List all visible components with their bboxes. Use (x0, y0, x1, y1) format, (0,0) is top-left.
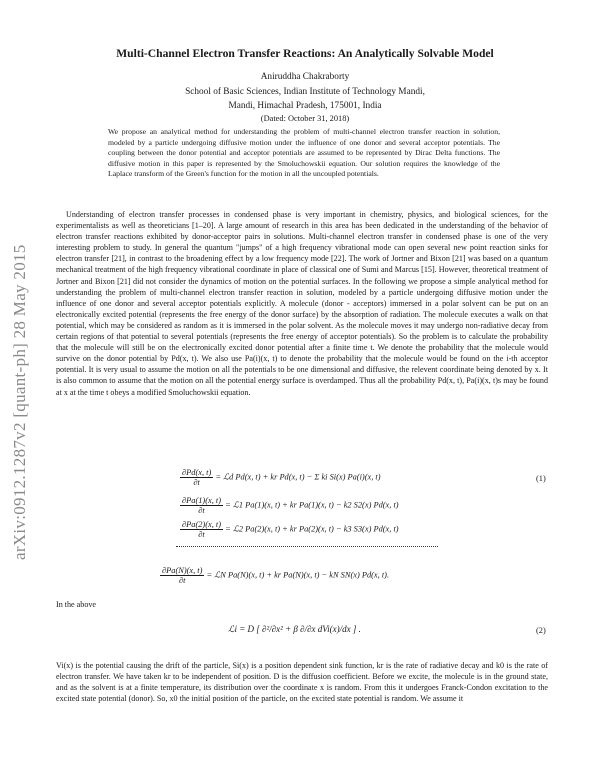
affiliation-line-2: Mandi, Himachal Pradesh, 175001, India (228, 101, 382, 111)
eqN-rhs: = ℒN Pa(N)(x, t) + kr Pa(N)(x, t) − kN SN(x) Pd(x, t). (206, 570, 390, 580)
dated-line: (Dated: October 31, 2018) (260, 114, 350, 123)
equation-1 (180, 468, 381, 487)
eq2-number: (2) (536, 626, 546, 635)
eq3-rhs: = ℒ2 Pa(2)(x, t) + kr Pa(2)(x, t) − k3 S3(x) Pd(x, t) (225, 524, 399, 534)
eqN-denominator: ∂t (178, 576, 186, 585)
eq1-numerator: ∂Pd(x, t) (182, 468, 212, 477)
paper-title: Multi-Channel Electron Transfer Reactions: An Analytically Solvable Model (116, 47, 494, 60)
definitions-text (56, 660, 548, 704)
equation-ellipsis-line (176, 546, 438, 547)
eq3-denominator: ∂t (198, 530, 205, 539)
eq2-denominator: ∂t (198, 506, 205, 515)
arxiv-stamp[interactable]: arXiv:0912.1287v2 [quant-ph] 28 May 2015 (10, 244, 29, 560)
introduction-text (56, 209, 548, 398)
eq2-fraction (180, 496, 223, 515)
definitions-paragraph: Vi(x) is the potential causing the drift of the particle, Si(x) is a position dependent sink function, kr is the rate of radiative decay and k0 is the rate of electron transfer. We have taken kr to be independent of position. D is the diffusion coefficient. Before we excite, the molecule is in the ground state, and as the solvent is at a finite temperature, its distribution over the coordinate x is random. From this it undergoes Franck-Condon excitation to the excited state potential (donor). So, x0 the initial position of the particle, on the excited state potential is random. We assume it (56, 661, 548, 704)
eq1-rhs: = ℒd Pd(x, t) + kr Pd(x, t) − Σ ki Si(x) Pa(i)(x, t) (215, 472, 381, 482)
eqN-numerator: ∂Pa(N)(x, t) (162, 566, 203, 575)
eq2-numerator: ∂Pa(1)(x, t) (182, 496, 222, 505)
equation-acceptor-1 (180, 496, 399, 515)
affiliation-line-1: School of Basic Sciences, Indian Institute of Technology Mandi, (185, 87, 425, 97)
in-above-text: In the above (56, 600, 97, 609)
eqN-fraction (160, 566, 204, 585)
author-name: Aniruddha Chakraborty (260, 72, 350, 82)
equation-acceptor-n (160, 566, 389, 585)
eq2-rhs: = ℒ1 Pa(1)(x, t) + kr Pa(1)(x, t) − k2 S2(x) Pd(x, t) (225, 500, 399, 510)
eq3-numerator: ∂Pa(2)(x, t) (182, 520, 222, 529)
equation-2: ℒi = D [ ∂²/∂x² + β ∂/∂x dVi(x)/dx ] . (228, 624, 361, 634)
intro-paragraph: Understanding of electron transfer processes in condensed phase is very important in chemistry, physics, and biological sciences, for the experimentalists as well as theoreticians [1–20]. A large amount of research in this area has been dedicated in the understanding of the behavior of electron transfer reactions exhibited by donor-acceptor pairs in solutions. Multi-channel electron transfer in condensed phase is one of the very interesting problem to study. In general the quantum "jumps" of a high frequency vibrational mode can open several new point reaction sinks for electron transfer [21], in contrast to the broadening effect by a low frequency mode [22]. The work of Jortner and Bixon [21] was based on a quantum mechanical treatment of the high frequency vibrational coordinate in place of classical one of Sumi and Marcus [15]. However, theoretical treatment of Jortner and Bixon [21] did not consider the dynamics of motion on the potential surfaces. In the following we propose a simple analytical method for understanding the problem of multi-channel electron transfer reaction in solution, modeled by a particle undergoing diffusive motion under the influence of one donor and several acceptor potentials explicitly. A molecule (donor - acceptors) immersed in a polar solvent can be put on an electronically excited potential (represents the free energy of the donor surface) by the absorption of radiation. The molecule executes a walk on that potential, which may be considered as random as it is immersed in the polar solvent. As the molecule moves it may undergo non-radiative decay from certain regions of that potential to several potentials (represents the free energy of acceptor potentials). So the problem is to calculate the probability that the molecule will still be on the electronically excited donor potential after a finite time t. We denote the probability that the molecule would survive on the donor potential by Pd(x, t). We also use Pa(i)(x, t) to denote the probability that the molecule would be found on the i-th acceptor potential. It is very usual to assume the motion on all the potentials to be one dimensional and diffusive, the relevent coordinate being denoted by x. It is also common to assume that the motion on all the potential energy surface is overdamped. Thus all the probability Pd(x, t), Pa(i)(x, t)s may be found at x at the time t obeys a modified Smoluchowskii equation. (56, 210, 548, 397)
eq3-fraction (180, 520, 223, 539)
equation-acceptor-2 (180, 520, 399, 539)
eq1-number: (1) (536, 474, 546, 483)
eq1-fraction (180, 468, 213, 487)
eq1-denominator: ∂t (193, 478, 200, 487)
abstract: We propose an analytical method for understanding the problem of multi-channel electron transfer reaction in solution, modeled by a particle undergoing diffusive motion under the influence of one donor and several acceptor potentials. The coupling between the donor potential and acceptor potentials are assumed to be represented by Dirac Delta functions. The diffusive motion in this paper is represented by the Smoluchowskii equation. Our solution requires the knowledge of the Laplace transform of the Green's function for the motion in all the uncoupled potentials. (108, 127, 500, 179)
